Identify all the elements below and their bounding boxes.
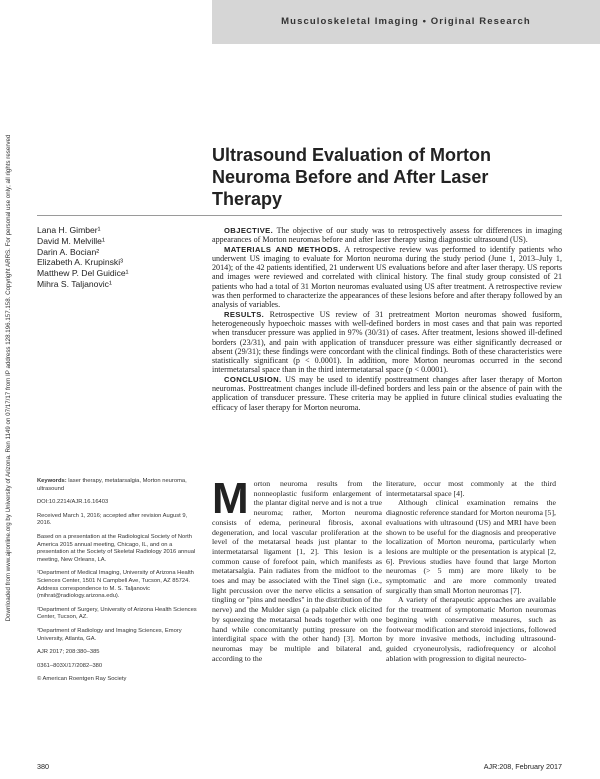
page-number: 380 bbox=[37, 762, 49, 771]
body-column-right bbox=[386, 479, 556, 754]
citation: AJR 2017; 208:380–385 bbox=[37, 649, 100, 656]
journal-issue: AJR:208, February 2017 bbox=[483, 762, 562, 771]
keywords-text: laser therapy, metatarsalgia, Morton neuroma, ultrasound bbox=[37, 478, 187, 492]
author-name: Matthew P. Del Guidice¹ bbox=[37, 268, 129, 279]
body-text: orton neuroma results from the nonneoplastic fusiform enlargement of the plantar digital nerve and is not a true neuroma; rather, Morton neuroma consists of edema, perineural fibrosis, axonal degeneration, and local vascular proliferation at the level of the metatarsal heads just plantar to the intermetatarsal ligament [1, 2]. This lesion is a common cause of forefoot pain, which manifests as metatarsalgia. Pain radiates from the midfoot to the toes and may be associated with the Tinel sign (i.e., light percussion over the nerve elicits a sensation of tingling or "pins and needles" in the distribution of the nerve) and the Mulder sign (a palpable click elicited by squeezing the metatarsal heads together with one hand while concomitantly putting pressure on the interdigital space with the other hand) [3]. Morton neuromas may be multiple and bilateral and, according to the bbox=[212, 479, 382, 663]
presentation-note: Based on a presentation at the Radiological Society of North America 2015 annual meeting, Chicago, IL, and on a presentation at the Society of Skeletal Radiology 2016 annual meeting, New Orleans, LA. bbox=[37, 533, 196, 563]
author-name: David M. Melville¹ bbox=[37, 235, 105, 246]
abstract-conclusion bbox=[212, 375, 562, 412]
author-list bbox=[37, 225, 202, 290]
affiliation: ¹Department of Medical Imaging, University of Arizona Health Sciences Center, 1501 N Campbell Ave, Tucson, AZ 85724. Address correspondence to M. S. Taljanovic (mihrat@radiology.arizona.edu). bbox=[37, 570, 194, 600]
download-notice-text: Downloaded from www.ajronline.org by University of Arizona. Ren 1149 on 07/17/17 from IP address 128.196.157.158. Copyright ARRS. For personal use only; all rights reserved bbox=[5, 134, 12, 622]
conclusion-text: US may be used to identify posttreatment changes after laser therapy of Morton neuromas. Posttreatment changes include ill-defined borders and less pain or the absence of pain with the application of transducer pressure. These criteria may be applied in future clinical studies evaluating the efficacy of laser therapy for Morton neuroma. bbox=[212, 374, 562, 412]
author-name: Elizabeth A. Krupinski³ bbox=[37, 257, 123, 268]
received-date: Received March 1, 2016; accepted after revision August 9, 2016. bbox=[37, 512, 188, 527]
body-paragraph: A variety of therapeutic approaches are available for the treatment of symptomatic Morton neuromas beginning with conservative measures, such as footwear modification and steroid injections, followed by more invasive methods, including ultrasound-guided cryoneurolysis, radiofrequency or alcohol ablation with progression to digital neurecto- bbox=[386, 595, 556, 663]
keywords-label: Keywords: bbox=[37, 478, 67, 484]
keywords bbox=[37, 478, 202, 493]
section-label: Musculoskeletal Imaging • Original Research bbox=[281, 16, 531, 27]
body-column-left bbox=[212, 479, 382, 754]
affiliation: ²Department of Surgery, University of Arizona Health Sciences Center, Tucson, AZ. bbox=[37, 606, 197, 621]
issn: 0361–803X/17/2082–380 bbox=[37, 662, 103, 669]
objective-text: The objective of our study was to retrospectively assess for differences in imaging appearances of Morton neuromas before and after laser therapy using diagnostic ultrasound (US). bbox=[212, 226, 562, 245]
abstract-methods bbox=[212, 245, 562, 310]
title-divider bbox=[37, 215, 562, 216]
article-metadata bbox=[37, 478, 202, 690]
results-label: RESULTS. bbox=[224, 309, 265, 319]
affiliation: ³Department of Radiology and Imaging Sciences, Emory University, Atlanta, GA. bbox=[37, 627, 182, 642]
body-paragraph bbox=[212, 479, 382, 663]
abstract bbox=[212, 226, 562, 412]
abstract-objective bbox=[212, 226, 562, 245]
author-name: Mihra S. Taljanovic¹ bbox=[37, 278, 112, 289]
author-name: Lana H. Gimber¹ bbox=[37, 225, 101, 235]
drop-cap: M bbox=[212, 479, 249, 523]
objective-label: OBJECTIVE. bbox=[224, 226, 274, 235]
download-notice bbox=[4, 98, 16, 658]
copyright: © American Roentgen Ray Society bbox=[37, 676, 127, 683]
body-paragraph: Although clinical examination remains the diagnostic reference standard for Morton neuroma [5], evaluations with ultrasound (US) and MRI have been shown to be useful for the diagnosis and preoperative localization of Morton neuroma, particularly when lesions are multiple or the presentation is atypical [2, 6]. Previous studies have found that large Morton neuromas (> 5 mm) are more likely to be symptomatic and are more commonly treated surgically than small Morton neuromas [7]. bbox=[386, 498, 556, 595]
methods-text: A retrospective review was performed to identify patients who underwent US imaging to evaluate for Morton neuroma during the study period (June 1, 2013–July 1, 2014); of the 42 patients identified, 21 underwent US evaluations before and after laser therapy. US reports and images were reviewed and correlated with clinical history. The final study group consisted of 21 patients who had a total of 31 Morton neuromas evaluated using US after treatment. A retrospective review was then performed to characterize the appearances of these lesions before and after therapy followed by an analysis of variables. bbox=[212, 244, 562, 310]
abstract-results bbox=[212, 310, 562, 375]
methods-label: MATERIALS AND METHODS. bbox=[224, 244, 341, 254]
doi: DOI:10.2214/AJR.16.16403 bbox=[37, 499, 109, 506]
body-paragraph: literature, occur most commonly at the third intermetatarsal space [4]. bbox=[386, 479, 556, 498]
results-text: Retrospective US review of 31 pretreatment Morton neuromas showed fusiform, heterogeneously hypoechoic masses with well-defined borders in most cases and that pain was reported when transducer pressure was applied in 97% (30/31) of cases. After treatment, lesions showed ill-defined borders (23/31), and pain with application of transducer pressure was either significantly decreased or absent (29/31); these findings were concordant with the clinical findings. Both of these characteristics were statistically significant (p < 0.0001). In addition, more Morton neuromas occurred in the second intermetatarsal space than in the third intermetatarsal space (p < 0.0001). bbox=[212, 309, 562, 375]
section-header bbox=[212, 0, 600, 44]
article-title: Ultrasound Evaluation of Morton Neuroma Before and After Laser Therapy bbox=[212, 145, 491, 209]
author-name: Darin A. Bocian² bbox=[37, 246, 100, 257]
conclusion-label: CONCLUSION. bbox=[224, 374, 282, 384]
